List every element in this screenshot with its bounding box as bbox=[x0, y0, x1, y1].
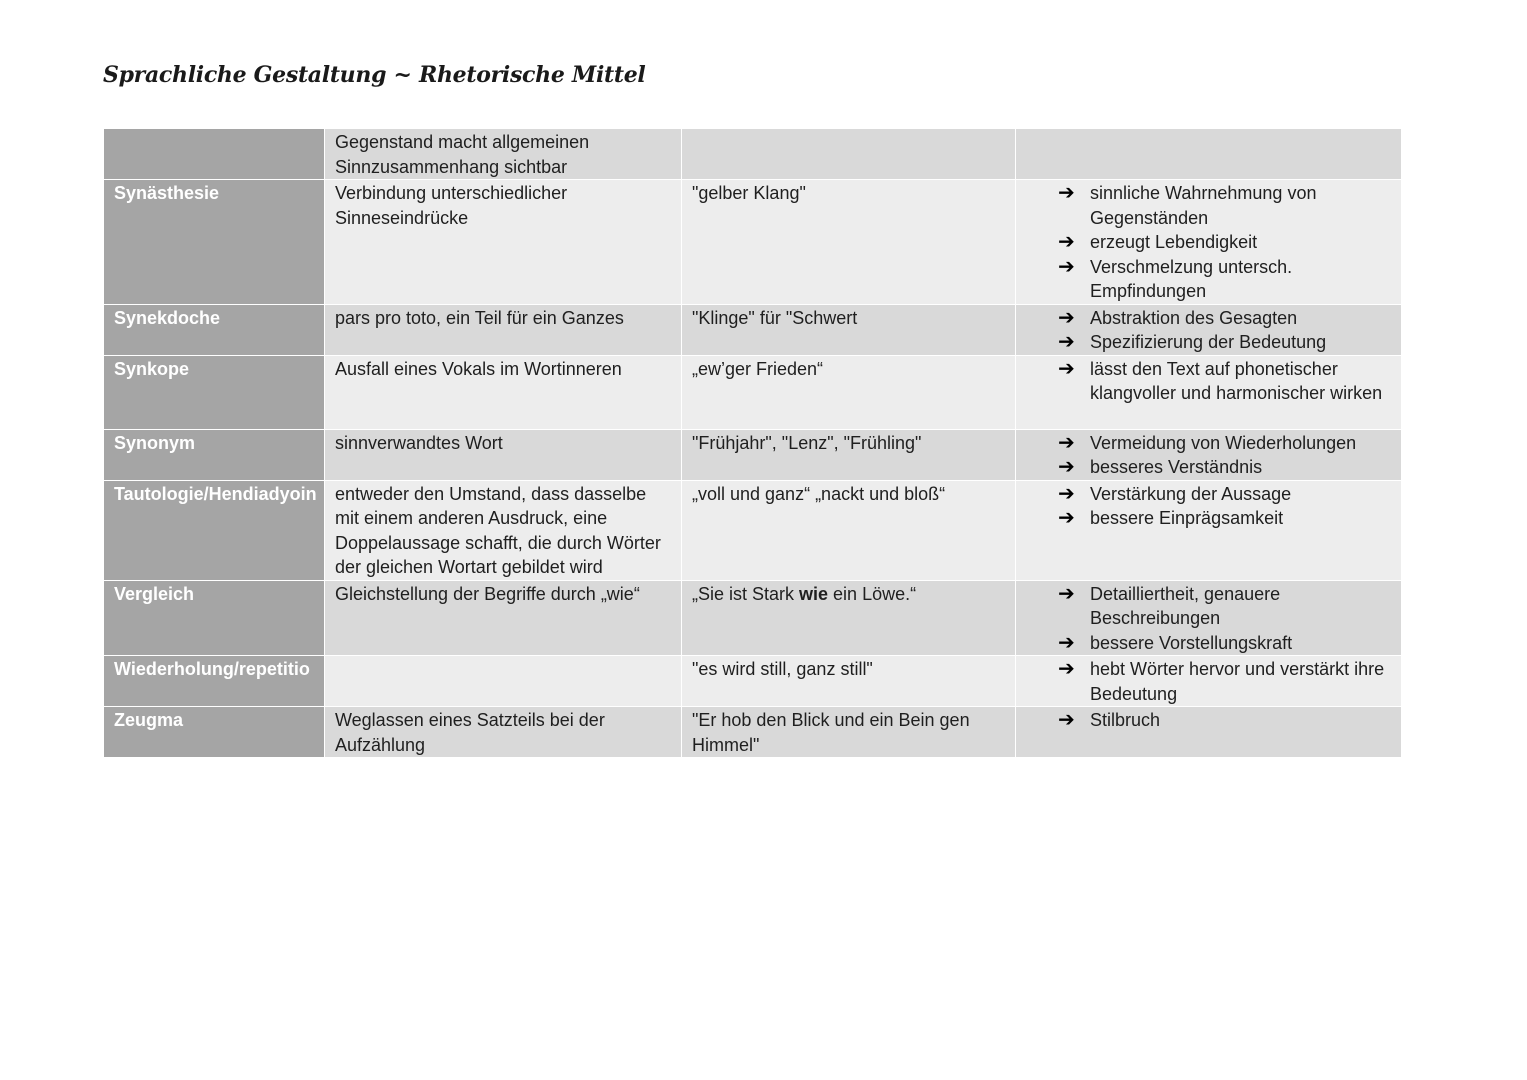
effects-cell bbox=[1016, 129, 1402, 180]
table-row bbox=[104, 429, 1402, 480]
table-row bbox=[104, 180, 1402, 305]
effects-cell bbox=[1016, 355, 1402, 429]
effects-cell bbox=[1016, 429, 1402, 480]
example-cell: "es wird still, ganz still" bbox=[682, 656, 1016, 707]
table-row bbox=[104, 656, 1402, 707]
definition-cell: Gleichstellung der Begriffe durch „wie“ bbox=[325, 580, 682, 656]
effect-item: ➔ bessere Vorstellungskraft bbox=[1058, 631, 1293, 654]
term-cell: Tautologie/Hendiadyoin bbox=[104, 480, 325, 580]
term-cell: Synonym bbox=[104, 429, 325, 480]
effects-cell bbox=[1016, 580, 1402, 656]
table-row bbox=[104, 129, 1402, 180]
term-cell: Wiederholung/repetitio bbox=[104, 656, 325, 707]
arrow-right-icon: ➔ bbox=[1058, 482, 1075, 505]
effects-cell bbox=[1016, 304, 1402, 355]
arrow-right-icon: ➔ bbox=[1058, 507, 1075, 529]
arrow-right-icon: ➔ bbox=[1058, 709, 1075, 731]
effect-item: ➔ Spezifizierung der Bedeutung bbox=[1058, 331, 1327, 353]
definition-cell: sinnverwandtes Wort bbox=[325, 429, 682, 480]
definition-cell: Weglassen eines Satzteils bei der Aufzählung bbox=[325, 707, 682, 758]
example-cell: "Er hob den Blick und ein Bein gen Himmel" bbox=[682, 707, 1016, 758]
arrow-right-icon: ➔ bbox=[1058, 231, 1075, 253]
page-title: Sprachliche Gestaltung ~ Rhetorische Mittel bbox=[103, 62, 646, 88]
definition-cell: Gegenstand macht allgemeinen Sinnzusammenhang sichtbar bbox=[325, 129, 682, 180]
effects-cell bbox=[1016, 180, 1402, 305]
arrow-right-icon: ➔ bbox=[1058, 331, 1075, 353]
effects-cell bbox=[1016, 656, 1402, 707]
effect-item: ➔ Detailliertheit, genauere Beschreibungen bbox=[1058, 582, 1281, 628]
effect-item: ➔ Stilbruch bbox=[1058, 709, 1161, 731]
effect-item: ➔ erzeugt Lebendigkeit bbox=[1058, 231, 1258, 253]
effect-item: ➔ lässt den Text auf phonetischer klangvoller und harmonischer wirken bbox=[1058, 357, 1383, 403]
arrow-right-icon: ➔ bbox=[1058, 631, 1075, 654]
term-cell bbox=[104, 129, 325, 180]
example-cell: „ew’ger Frieden“ bbox=[682, 355, 1016, 429]
arrow-right-icon: ➔ bbox=[1058, 357, 1075, 380]
table-row bbox=[104, 707, 1402, 758]
example-cell: „Sie ist Stark wie ein Löwe.“ bbox=[682, 580, 1016, 656]
effect-item: ➔ hebt Wörter hervor und verstärkt ihre Bedeutung bbox=[1058, 658, 1385, 704]
arrow-right-icon: ➔ bbox=[1058, 582, 1075, 605]
table-row bbox=[104, 580, 1402, 656]
effect-item: ➔ sinnliche Wahrnehmung von Gegenständen bbox=[1058, 182, 1317, 228]
effect-item: ➔ bessere Einprägsamkeit bbox=[1058, 507, 1284, 529]
example-cell: „voll und ganz“ „nackt und bloß“ bbox=[682, 480, 1016, 580]
definition-cell: entweder den Umstand, dass dasselbe mit einem anderen Ausdruck, eine Doppelaussage schafft, die durch Wörter der gleichen Wortart gebildet wird bbox=[325, 480, 682, 580]
term-cell: Synästhesie bbox=[104, 180, 325, 305]
emphasis-word: wie bbox=[799, 583, 829, 604]
effects-cell bbox=[1016, 707, 1402, 758]
definition-cell: pars pro toto, ein Teil für ein Ganzes bbox=[325, 304, 682, 355]
effects-cell bbox=[1016, 480, 1402, 580]
effect-item: ➔ Verstärkung der Aussage bbox=[1058, 482, 1292, 505]
effect-item: ➔ Verschmelzung untersch. Empfindungen bbox=[1058, 255, 1293, 301]
table-row bbox=[104, 480, 1402, 580]
effect-item: ➔ Vermeidung von Wiederholungen bbox=[1058, 431, 1357, 454]
table-row bbox=[104, 304, 1402, 355]
table-row bbox=[104, 355, 1402, 429]
example-cell bbox=[682, 129, 1016, 180]
definition-cell bbox=[325, 656, 682, 707]
example-cell: "gelber Klang" bbox=[682, 180, 1016, 305]
definition-cell: Ausfall eines Vokals im Wortinneren bbox=[325, 355, 682, 429]
term-cell: Synkope bbox=[104, 355, 325, 429]
arrow-right-icon: ➔ bbox=[1058, 658, 1075, 680]
term-cell: Zeugma bbox=[104, 707, 325, 758]
rhetorical-devices-table bbox=[103, 128, 1402, 758]
definition-cell: Verbindung unterschiedlicher Sinneseindrücke bbox=[325, 180, 682, 305]
arrow-right-icon: ➔ bbox=[1058, 182, 1075, 204]
arrow-right-icon: ➔ bbox=[1058, 255, 1075, 278]
effect-item: ➔ Abstraktion des Gesagten bbox=[1058, 306, 1298, 329]
example-cell: "Frühjahr", "Lenz", "Frühling" bbox=[682, 429, 1016, 480]
effect-item: ➔ besseres Verständnis bbox=[1058, 456, 1263, 478]
term-cell: Synekdoche bbox=[104, 304, 325, 355]
arrow-right-icon: ➔ bbox=[1058, 431, 1075, 454]
arrow-right-icon: ➔ bbox=[1058, 306, 1075, 329]
example-cell: "Klinge" für "Schwert bbox=[682, 304, 1016, 355]
term-cell: Vergleich bbox=[104, 580, 325, 656]
arrow-right-icon: ➔ bbox=[1058, 456, 1075, 478]
